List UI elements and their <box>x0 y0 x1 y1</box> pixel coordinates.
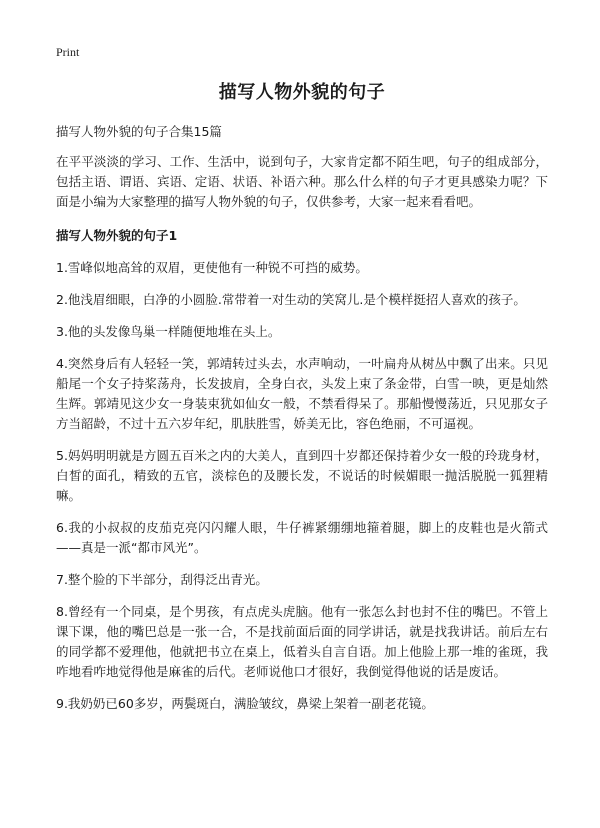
list-item: 7.整个脸的下半部分，刮得泛出青光。 <box>56 572 268 587</box>
list-item: 8.曾经有一个同桌，是个男孩，有点虎头虎脑。他有一张怎么封也封不住的嘴巴。不管上课下课，他的嘴巴总是一张一合，不是找前面后面的同学讲话，就是找我讲话。前后左右的同学都不爱理他，他就把书立在桌上，低着头自言自语。加上他脸上那一堆的雀斑，我咋地看咋地觉得他是麻雀的后代。老师说他口才很好，我倒觉得他说的话是废话。 <box>56 604 548 679</box>
section-heading: 描写人物外貌的句子1 <box>56 228 178 243</box>
document-subtitle: 描写人物外貌的句子合集15篇 <box>56 124 222 139</box>
intro-paragraph: 在平平淡淡的学习、工作、生活中，说到句子，大家肯定都不陌生吧，句子的组成部分，包括主语、谓语、宾语、定语、状语、补语六种。那么什么样的句子才更具感染力呢？下面是小编为大家整理的描写人物外貌的句子，仅供参考，大家一起来看看吧。 <box>56 154 548 209</box>
list-item: 1.雪峰似地高耸的双眉，更使他有一种锐不可挡的威势。 <box>56 260 368 275</box>
list-item: 3.他的头发像鸟巢一样随便地堆在头上。 <box>56 324 281 339</box>
list-item: 5.妈妈明明就是方圆五百米之内的大美人，直到四十岁都还保持着少女一般的玲珑身材，白皙的面孔，精致的五官，淡棕色的及腰长发，不说话的时候媚眼一抛活脱脱一狐狸精嘛。 <box>56 448 548 503</box>
document-title: 描写人物外貌的句子 <box>218 82 386 103</box>
print-link[interactable]: Print <box>56 45 80 59</box>
list-item: 2.他浅眉细眼，白净的小圆脸.常带着一对生动的笑窝儿.是个模样挺招人喜欢的孩子。 <box>56 292 526 307</box>
list-item: 9.我奶奶已60多岁，两鬓斑白，满脸皱纹，鼻梁上架着一副老花镜。 <box>56 696 434 711</box>
list-item: 4.突然身后有人轻轻一笑，郭靖转过头去，水声响动，一叶扁舟从树丛中飘了出来。只见船尾一个女子持桨荡舟，长发披肩，全身白衣，头发上束了条金带，白雪一映，更是灿然生辉。郭靖见这少女一身装束犹如仙女一般，不禁看得呆了。那船慢慢荡近，只见那女子方当韶龄，不过十五六岁年纪，肌肤胜雪，娇美无比，容色绝丽，不可逼视。 <box>56 356 548 431</box>
list-item: 6.我的小叔叔的皮茄克亮闪闪耀人眼，牛仔裤紧绷绷地箍着腿，脚上的皮鞋也是火箭式——真是一派“都市风光”。 <box>56 520 548 555</box>
sentence-list <box>56 258 548 714</box>
